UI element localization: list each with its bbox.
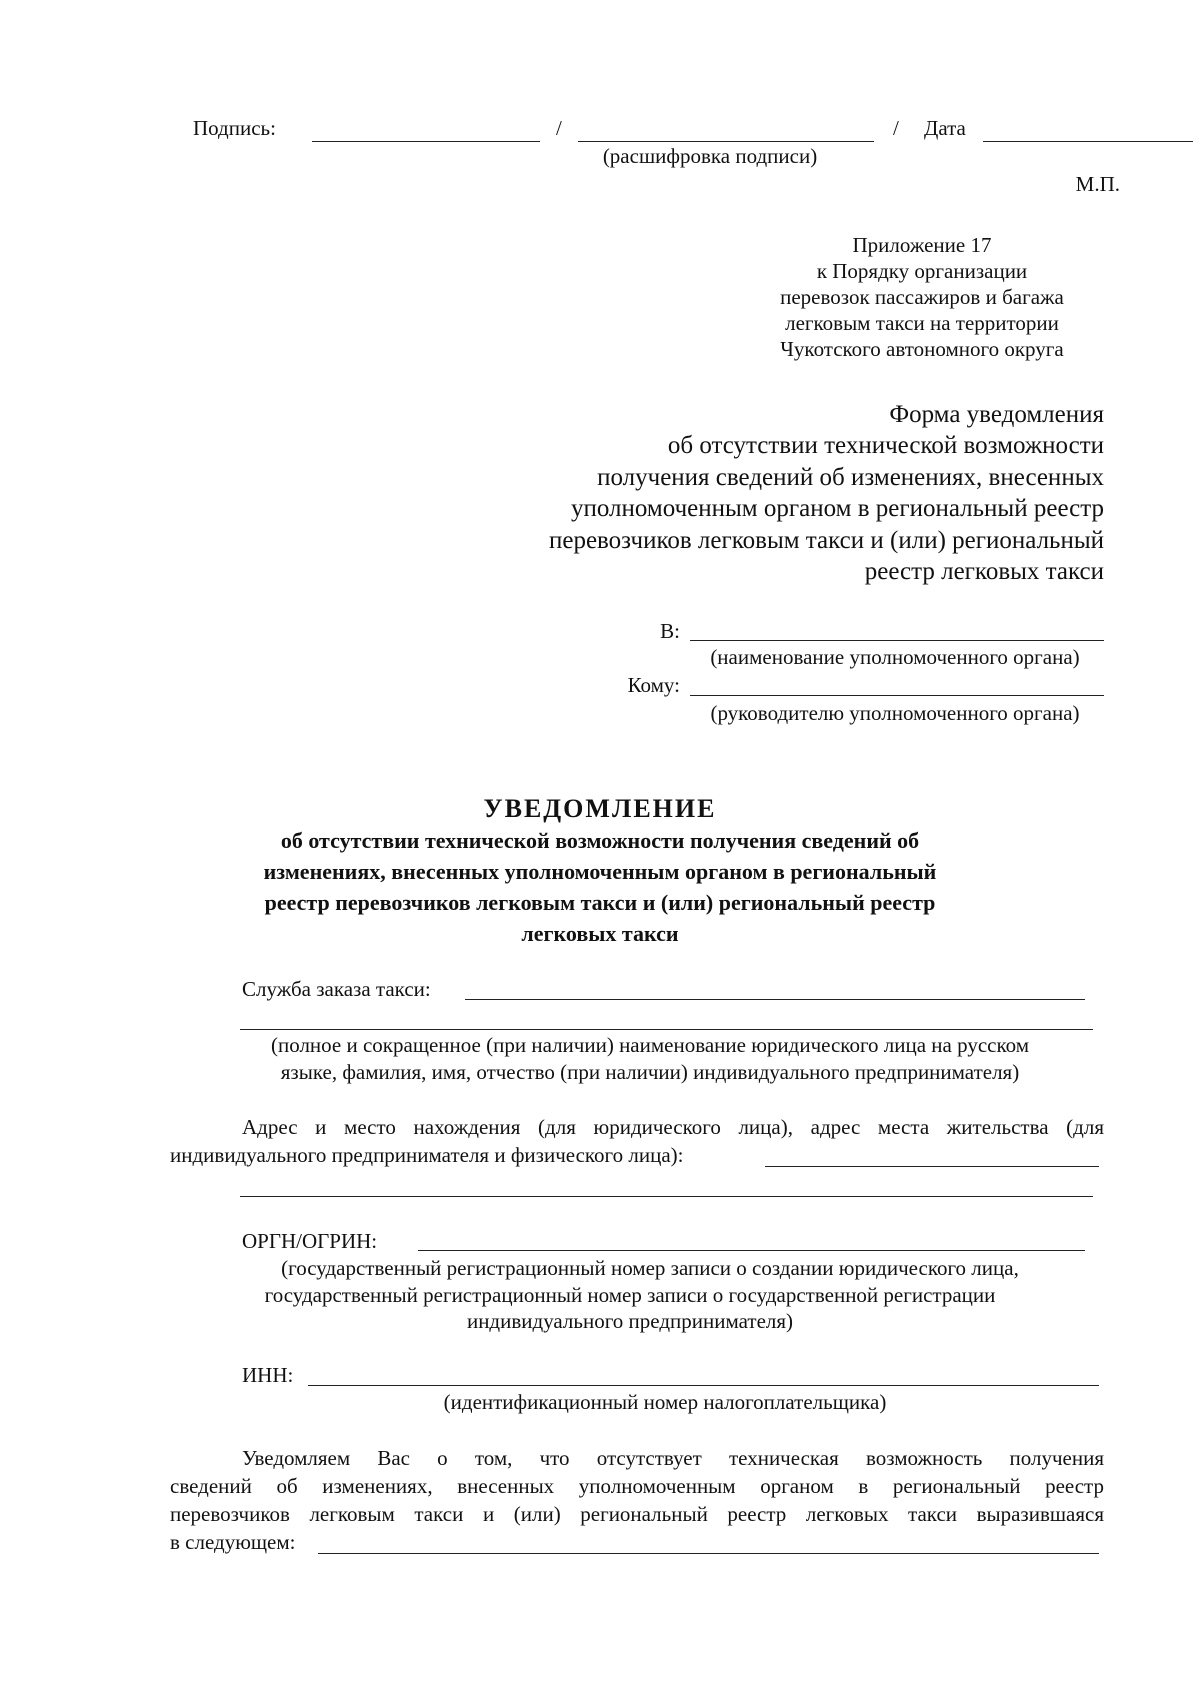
taxi-service-line [240, 1029, 1093, 1030]
appendix-line: Приложение 17 [852, 233, 992, 257]
form-heading-line: перевозчиков легковым такси и (или) региональный [548, 527, 1104, 554]
form-heading-line: реестр легковых такси [864, 558, 1104, 585]
appendix-line: к Порядку организации [816, 259, 1028, 283]
whom-caption: (руководителю уполномоченного органа) [710, 701, 1080, 725]
inn-label: ИНН: [242, 1363, 294, 1387]
address-label: индивидуального предпринимателя и физического лица): [170, 1143, 684, 1167]
notice-title-line: легковых такси [521, 921, 679, 946]
notice-body-line: в следующем: [170, 1530, 296, 1554]
date-line [983, 141, 1193, 142]
ogrn-label: ОРГН/ОГРИН: [242, 1229, 378, 1253]
appendix-line: Чукотского автономного округа [780, 337, 1064, 361]
inn-caption: (идентификационный номер налогоплательщика) [443, 1390, 887, 1414]
ogrn-line [418, 1250, 1085, 1251]
signature-decode-caption: (расшифровка подписи) [602, 144, 818, 168]
to-caption: (наименование уполномоченного органа) [710, 645, 1080, 669]
taxi-service-label: Служба заказа такси: [242, 977, 431, 1001]
inn-line [308, 1385, 1099, 1386]
address-line [765, 1166, 1099, 1167]
taxi-service-caption: (полное и сокращенное (при наличии) наименование юридического лица на русском [270, 1033, 1030, 1057]
ogrn-caption: государственный регистрационный номер записи о государственной регистрации [264, 1283, 996, 1307]
taxi-service-line [465, 999, 1085, 1000]
address-line [240, 1196, 1093, 1197]
to-label: В: [660, 619, 680, 643]
appendix-line: легковым такси на территории [785, 311, 1059, 335]
form-heading-line: уполномоченным органом в региональный реестр [570, 495, 1104, 522]
stamp-mark: М.П. [1075, 172, 1120, 196]
ogrn-caption: (государственный регистрационный номер записи о создании юридического лица, [281, 1256, 1019, 1280]
notice-title-line: реестр перевозчиков легковым такси и (или) региональный реестр [264, 890, 936, 915]
notice-body-line: сведений об изменениях, внесенных уполномоченным органом в региональный реестр [170, 1474, 1104, 1498]
notice-body-line-field [318, 1553, 1099, 1554]
slash-separator: / [556, 116, 562, 140]
notice-title-heading: УВЕДОМЛЕНИЕ [483, 794, 717, 823]
address-label: Адрес и место нахождения (для юридического лица), адрес места жительства (для [242, 1115, 1104, 1139]
to-line [690, 640, 1104, 641]
notice-body-line: перевозчиков легковым такси и (или) региональный реестр легковых такси выразившаяся [170, 1502, 1104, 1526]
taxi-service-caption: языке, фамилия, имя, отчество (при наличии) индивидуального предпринимателя) [280, 1060, 1020, 1084]
form-heading-line: Форма уведомления [889, 401, 1104, 428]
slash-separator: / [893, 116, 899, 140]
form-heading-line: получения сведений об изменениях, внесенных [597, 464, 1104, 491]
notice-title-line: об отсутствии технической возможности получения сведений об [280, 828, 920, 853]
whom-line [690, 695, 1104, 696]
appendix-line: перевозок пассажиров и багажа [780, 285, 1064, 309]
signature-line [312, 141, 540, 142]
form-heading-line: об отсутствии технической возможности [667, 432, 1104, 459]
notice-body-line: Уведомляем Вас о том, что отсутствует техническая возможность получения [242, 1446, 1104, 1470]
signature-decode-line [578, 141, 874, 142]
signature-label: Подпись: [193, 116, 276, 140]
whom-label: Кому: [627, 673, 680, 697]
date-label: Дата [924, 116, 966, 140]
notice-title-line: изменениях, внесенных уполномоченным органом в региональный [263, 859, 937, 884]
ogrn-caption: индивидуального предпринимателя) [466, 1309, 794, 1333]
